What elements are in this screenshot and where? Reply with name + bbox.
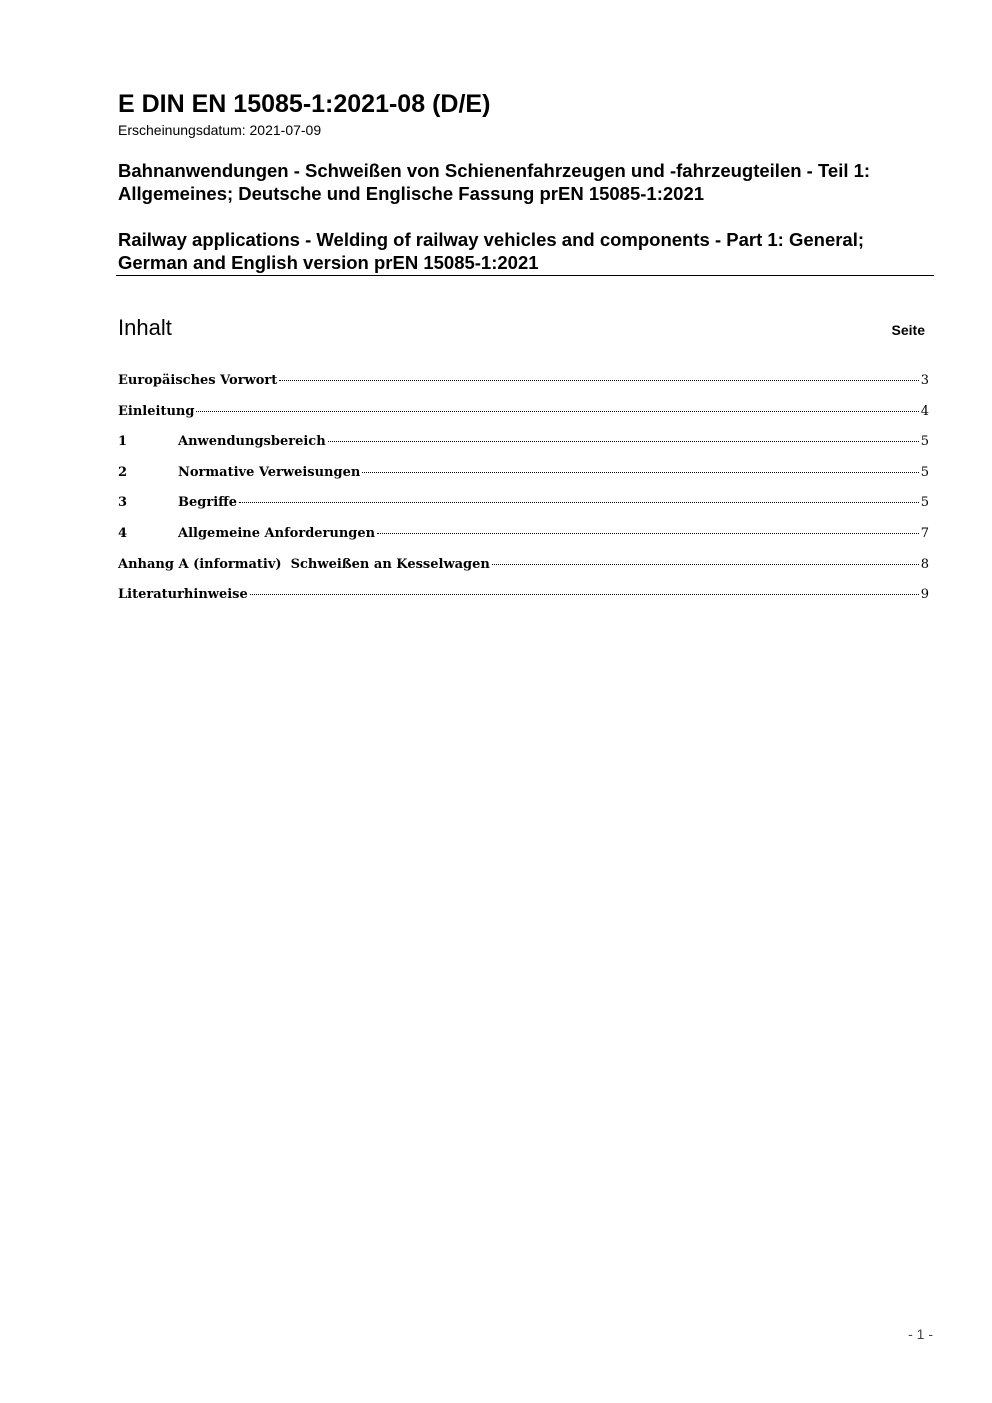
publication-date: Erscheinungsdatum: 2021-07-09 (118, 122, 322, 138)
toc-leader-dots (279, 380, 918, 381)
toc-entry-page: 3 (920, 373, 929, 388)
toc-entry-page: 5 (920, 495, 929, 511)
toc-entry-europaeisches-vorwort[interactable] (118, 370, 929, 401)
toc-entry-literaturhinweise[interactable] (118, 584, 929, 615)
toc-leader-dots (377, 533, 919, 534)
toc-entry-text: Normative Verweisungen (178, 464, 361, 480)
title-german: Bahnanwendungen - Schweißen von Schienenfahrzeugen und -fahrzeugteilen - Teil 1: Allgemeines; Deutsche und Englische Fassung prEN 15085-1:2021 (118, 160, 871, 204)
toc-leader-dots (362, 472, 918, 473)
toc-entry-page: 7 (920, 525, 929, 541)
toc-heading: Inhalt (118, 315, 172, 340)
toc-leader-dots (196, 411, 918, 412)
title-english: Railway applications - Welding of railway vehicles and components - Part 1: General; German and English version prEN 15085-1:2021 (118, 229, 865, 273)
toc-leader-dots (492, 564, 919, 565)
toc-entry-number: 1 (118, 434, 128, 450)
toc-entry-text: Literaturhinweise (118, 587, 248, 603)
title-divider (116, 275, 934, 276)
toc-entry-begriffe[interactable] (118, 492, 929, 523)
toc-entry-text: Europäisches Vorwort (118, 373, 278, 388)
toc-entry-text: Allgemeine Anforderungen (178, 525, 376, 541)
toc-entry-anhang-a[interactable] (118, 554, 929, 585)
toc-page-label: Seite (891, 322, 925, 338)
toc-entry-number: 3 (118, 495, 128, 511)
toc-entry-page: 4 (920, 403, 929, 419)
toc-leader-dots (250, 594, 919, 595)
toc-entry-page: 5 (920, 434, 929, 450)
toc-entry-number: 4 (118, 525, 128, 541)
toc-entry-normative-verweisungen[interactable] (118, 462, 929, 493)
footer-page-number: - 1 - (908, 1326, 933, 1342)
toc-entry-anwendungsbereich[interactable] (118, 431, 929, 462)
table-of-contents (118, 370, 929, 615)
toc-entry-page: 8 (920, 556, 929, 572)
toc-entry-einleitung[interactable] (118, 401, 929, 432)
toc-entry-text: Begriffe (178, 495, 238, 511)
toc-leader-dots (328, 441, 919, 442)
toc-entry-page: 9 (920, 587, 929, 603)
document-id: E DIN EN 15085-1:2021-08 (D/E) (118, 90, 491, 118)
toc-leader-dots (239, 502, 919, 503)
toc-entry-text: Einleitung (118, 403, 195, 419)
toc-entry-page: 5 (920, 464, 929, 480)
toc-entry-text: Anwendungsbereich (178, 434, 326, 450)
toc-entry-text: Anhang A (informativ) Schweißen an Kesselwagen (118, 556, 490, 572)
toc-entry-allgemeine-anforderungen[interactable] (118, 523, 929, 554)
toc-entry-number: 2 (118, 464, 128, 480)
